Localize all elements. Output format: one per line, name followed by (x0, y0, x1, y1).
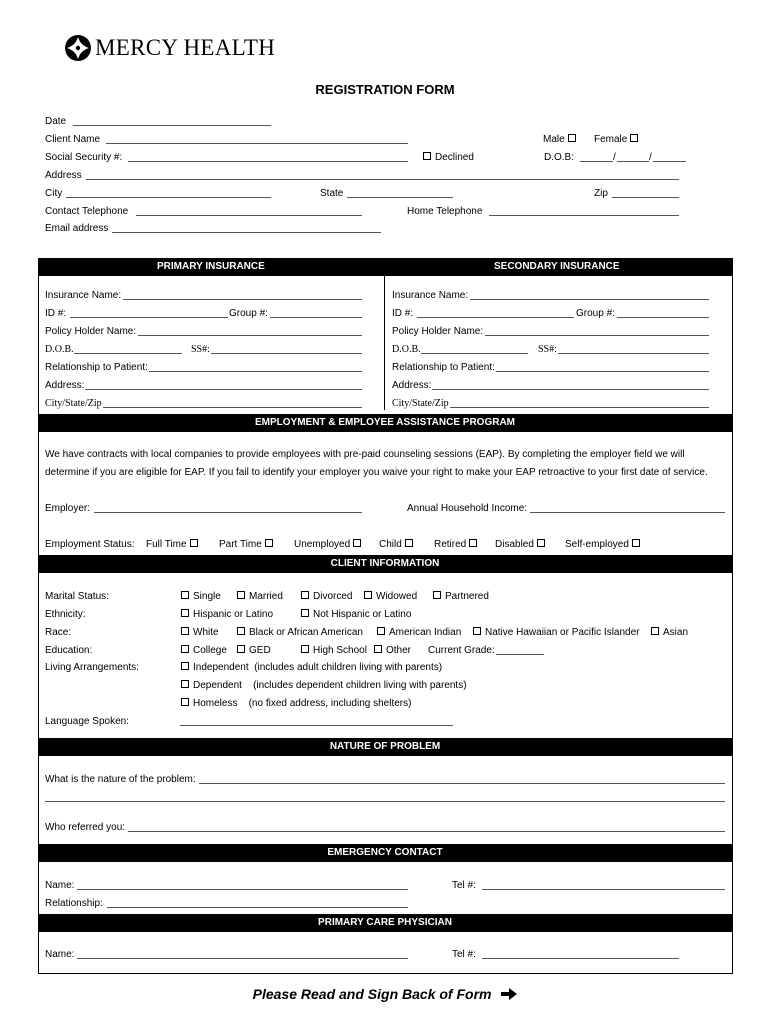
secondary-insurance-name-label: Insurance Name: (392, 290, 469, 301)
secondary-insurance-header: SECONDARY INSURANCE (494, 261, 620, 272)
not-hispanic-checkbox[interactable] (301, 609, 309, 617)
employer-label: Employer: (45, 503, 91, 514)
race-asian[interactable]: Asian (648, 627, 688, 638)
secondary-city-state-zip-field[interactable] (450, 407, 709, 408)
high-school-checkbox[interactable] (301, 645, 309, 653)
secondary-dob-label: D.O.B. (392, 344, 421, 355)
secondary-group-label: Group #: (576, 308, 615, 319)
self-employed-checkbox[interactable] (632, 539, 640, 547)
marital-single[interactable]: Single (178, 591, 221, 602)
race-label: Race: (45, 627, 72, 638)
address-field[interactable] (86, 179, 679, 180)
problem-question-label: What is the nature of the problem: (45, 774, 196, 785)
pcp-tel-label: Tel #: (452, 949, 476, 960)
white-checkbox[interactable] (181, 627, 189, 635)
dob-month-field[interactable] (580, 161, 613, 162)
secondary-policy-holder-label: Policy Holder Name: (392, 326, 484, 337)
emergency-tel-field[interactable] (482, 889, 725, 890)
emergency-contact-header: EMERGENCY CONTACT (38, 844, 732, 862)
insurance-column-divider (384, 276, 385, 410)
native-hawaiian-checkbox[interactable] (473, 627, 481, 635)
primary-policy-holder-label: Policy Holder Name: (45, 326, 137, 337)
primary-city-state-zip-label: City/State/Zip (45, 398, 102, 409)
primary-dob-label: D.O.B. (45, 344, 74, 355)
primary-insurance-name-label: Insurance Name: (45, 290, 122, 301)
eap-paragraph-line-1: We have contracts with local companies to provide employees with pre-paid counseling sessions (EAP). By completing the employer field we will (45, 449, 685, 460)
secondary-relationship-label: Relationship to Patient: (392, 362, 495, 373)
referred-by-label: Who referred you: (45, 822, 126, 833)
primary-relationship-field[interactable] (149, 371, 362, 372)
contact-telephone-field[interactable] (136, 215, 362, 216)
dob-separator: / (613, 152, 616, 163)
retired-checkbox[interactable] (469, 539, 477, 547)
household-income-label: Annual Household Income: (407, 503, 528, 514)
secondary-id-label: ID #: (392, 308, 414, 319)
problem-answer-field-2[interactable] (45, 801, 725, 802)
pcp-name-label: Name: (45, 949, 75, 960)
insurance-header-bar (38, 258, 732, 276)
brand-name: MERCY HEALTH (95, 35, 276, 60)
state-label: State (320, 188, 344, 199)
form-title: REGISTRATION FORM (315, 82, 455, 97)
marital-widowed[interactable]: Widowed (361, 591, 417, 602)
primary-city-state-zip-field[interactable] (103, 407, 362, 408)
child-checkbox[interactable] (405, 539, 413, 547)
status-child[interactable]: Child (379, 539, 417, 550)
education-other[interactable]: Other (371, 645, 411, 656)
primary-ss-field[interactable] (211, 353, 362, 354)
current-grade-field[interactable] (496, 654, 544, 655)
partnered-checkbox[interactable] (433, 591, 441, 599)
date-field[interactable] (73, 125, 271, 126)
referred-by-field[interactable] (128, 831, 725, 832)
female-option[interactable]: Female (594, 134, 642, 145)
secondary-ss-label: SS#: (538, 344, 557, 355)
status-full-time[interactable]: Full Time (146, 539, 202, 550)
secondary-policy-holder-field[interactable] (485, 335, 709, 336)
race-native-hawaiian[interactable]: Native Hawaiian or Pacific Islander (470, 627, 640, 638)
dob-label: D.O.B: (544, 152, 575, 163)
employment-header: EMPLOYMENT & EMPLOYEE ASSISTANCE PROGRAM (38, 414, 732, 432)
disabled-checkbox[interactable] (537, 539, 545, 547)
dob-year-field[interactable] (653, 161, 686, 162)
language-spoken-field[interactable] (180, 725, 453, 726)
emergency-name-label: Name: (45, 880, 75, 891)
footer-text: Please Read and Sign Back of Form (252, 986, 492, 1002)
current-grade-label: Current Grade: (428, 645, 495, 656)
ethnicity-label: Ethnicity: (45, 609, 86, 620)
male-option[interactable]: Male (543, 134, 580, 145)
ethnicity-not-hispanic[interactable]: Not Hispanic or Latino (298, 609, 411, 620)
home-telephone-field[interactable] (489, 215, 679, 216)
secondary-group-field[interactable] (617, 317, 709, 318)
independent-checkbox[interactable] (181, 662, 189, 670)
primary-relationship-label: Relationship to Patient: (45, 362, 148, 373)
ged-checkbox[interactable] (237, 645, 245, 653)
college-checkbox[interactable] (181, 645, 189, 653)
emergency-name-field[interactable] (77, 889, 408, 890)
married-checkbox[interactable] (237, 591, 245, 599)
primary-id-field[interactable] (70, 317, 228, 318)
emergency-relationship-label: Relationship: (45, 898, 103, 909)
male-checkbox[interactable] (568, 134, 576, 142)
declined-option[interactable]: Declined (420, 152, 474, 163)
part-time-checkbox[interactable] (265, 539, 273, 547)
status-self-employed[interactable]: Self-employed (565, 539, 644, 550)
ssn-field[interactable] (128, 161, 408, 162)
client-name-field[interactable] (106, 143, 408, 144)
dependent-checkbox[interactable] (181, 680, 189, 688)
primary-address-field[interactable] (85, 389, 362, 390)
primary-ss-label: SS#: (191, 344, 210, 355)
status-disabled[interactable]: Disabled (495, 539, 549, 550)
nature-of-problem-header: NATURE OF PROBLEM (38, 738, 732, 756)
american-indian-checkbox[interactable] (377, 627, 385, 635)
client-information-header: CLIENT INFORMATION (38, 555, 732, 573)
single-checkbox[interactable] (181, 591, 189, 599)
status-retired[interactable]: Retired (434, 539, 481, 550)
state-field[interactable] (347, 197, 453, 198)
secondary-insurance-name-field[interactable] (470, 299, 709, 300)
marital-partnered[interactable]: Partnered (430, 591, 489, 602)
other-checkbox[interactable] (374, 645, 382, 653)
problem-answer-field[interactable] (199, 783, 725, 784)
eap-paragraph-line-2: determine if you are eligible for EAP. If you fail to identify your employer you waive your right to make your EAP retroactive to your first date of service. (45, 467, 708, 478)
secondary-ss-field[interactable] (558, 353, 709, 354)
ethnicity-hispanic[interactable]: Hispanic or Latino (178, 609, 273, 620)
emergency-tel-label: Tel #: (452, 880, 476, 891)
living-dependent[interactable]: Dependent (includes dependent children living with parents) (178, 680, 467, 691)
living-homeless[interactable]: Homeless (no fixed address, including shelters) (178, 698, 411, 709)
primary-insurance-name-field[interactable] (123, 299, 362, 300)
primary-care-physician-header: PRIMARY CARE PHYSICIAN (38, 914, 732, 932)
education-high-school[interactable]: High School (298, 645, 367, 656)
black-checkbox[interactable] (237, 627, 245, 635)
dob-separator: / (649, 152, 652, 163)
primary-policy-holder-field[interactable] (138, 335, 362, 336)
homeless-checkbox[interactable] (181, 698, 189, 706)
race-black[interactable]: Black or African American (234, 627, 363, 638)
race-american-indian[interactable]: American Indian (374, 627, 461, 638)
living-independent[interactable]: Independent (includes adult children living with parents) (178, 662, 442, 673)
unemployed-checkbox[interactable] (353, 539, 361, 547)
primary-group-field[interactable] (270, 317, 362, 318)
city-label: City (45, 188, 63, 199)
status-unemployed[interactable]: Unemployed (294, 539, 365, 550)
secondary-id-field[interactable] (417, 317, 574, 318)
pcp-name-field[interactable] (77, 958, 408, 959)
email-label: Email address (45, 223, 109, 234)
primary-insurance-header: PRIMARY INSURANCE (157, 261, 265, 272)
footer-note (0, 986, 770, 1002)
primary-dob-field[interactable] (74, 353, 182, 354)
education-ged[interactable]: GED (234, 645, 271, 656)
arrow-right-icon (501, 988, 517, 1000)
zip-field[interactable] (612, 197, 679, 198)
email-field[interactable] (112, 232, 381, 233)
hispanic-checkbox[interactable] (181, 609, 189, 617)
client-name-label: Client Name (45, 134, 101, 145)
language-spoken-label: Language Spoken: (45, 716, 129, 727)
status-part-time[interactable]: Part Time (219, 539, 277, 550)
living-arrangements-label: Living Arrangements: (45, 662, 139, 673)
mercy-cross-icon (64, 34, 92, 62)
emergency-relationship-field[interactable] (107, 907, 408, 908)
primary-address-label: Address: (45, 380, 85, 391)
widowed-checkbox[interactable] (364, 591, 372, 599)
education-college[interactable]: College (178, 645, 227, 656)
secondary-address-label: Address: (392, 380, 432, 391)
divorced-checkbox[interactable] (301, 591, 309, 599)
race-white[interactable]: White (178, 627, 219, 638)
full-time-checkbox[interactable] (190, 539, 198, 547)
female-checkbox[interactable] (630, 134, 638, 142)
secondary-relationship-field[interactable] (496, 371, 709, 372)
city-field[interactable] (66, 197, 271, 198)
marital-status-label: Marital Status: (45, 591, 109, 602)
date-label: Date (45, 116, 67, 127)
education-label: Education: (45, 645, 93, 656)
ssn-label: Social Security #: (45, 152, 123, 163)
employer-field[interactable] (94, 512, 362, 513)
primary-id-label: ID #: (45, 308, 67, 319)
secondary-address-field[interactable] (432, 389, 709, 390)
home-telephone-label: Home Telephone (407, 206, 483, 217)
secondary-city-state-zip-label: City/State/Zip (392, 398, 449, 409)
asian-checkbox[interactable] (651, 627, 659, 635)
pcp-tel-field[interactable] (482, 958, 679, 959)
household-income-field[interactable] (530, 512, 725, 513)
declined-checkbox[interactable] (423, 152, 431, 160)
contact-telephone-label: Contact Telephone (45, 206, 129, 217)
address-label: Address (45, 170, 82, 181)
marital-divorced[interactable]: Divorced (298, 591, 352, 602)
zip-label: Zip (594, 188, 608, 199)
secondary-dob-field[interactable] (421, 353, 528, 354)
primary-group-label: Group #: (229, 308, 268, 319)
employment-status-label: Employment Status: (45, 539, 135, 550)
marital-married[interactable]: Married (234, 591, 283, 602)
dob-day-field[interactable] (617, 161, 649, 162)
